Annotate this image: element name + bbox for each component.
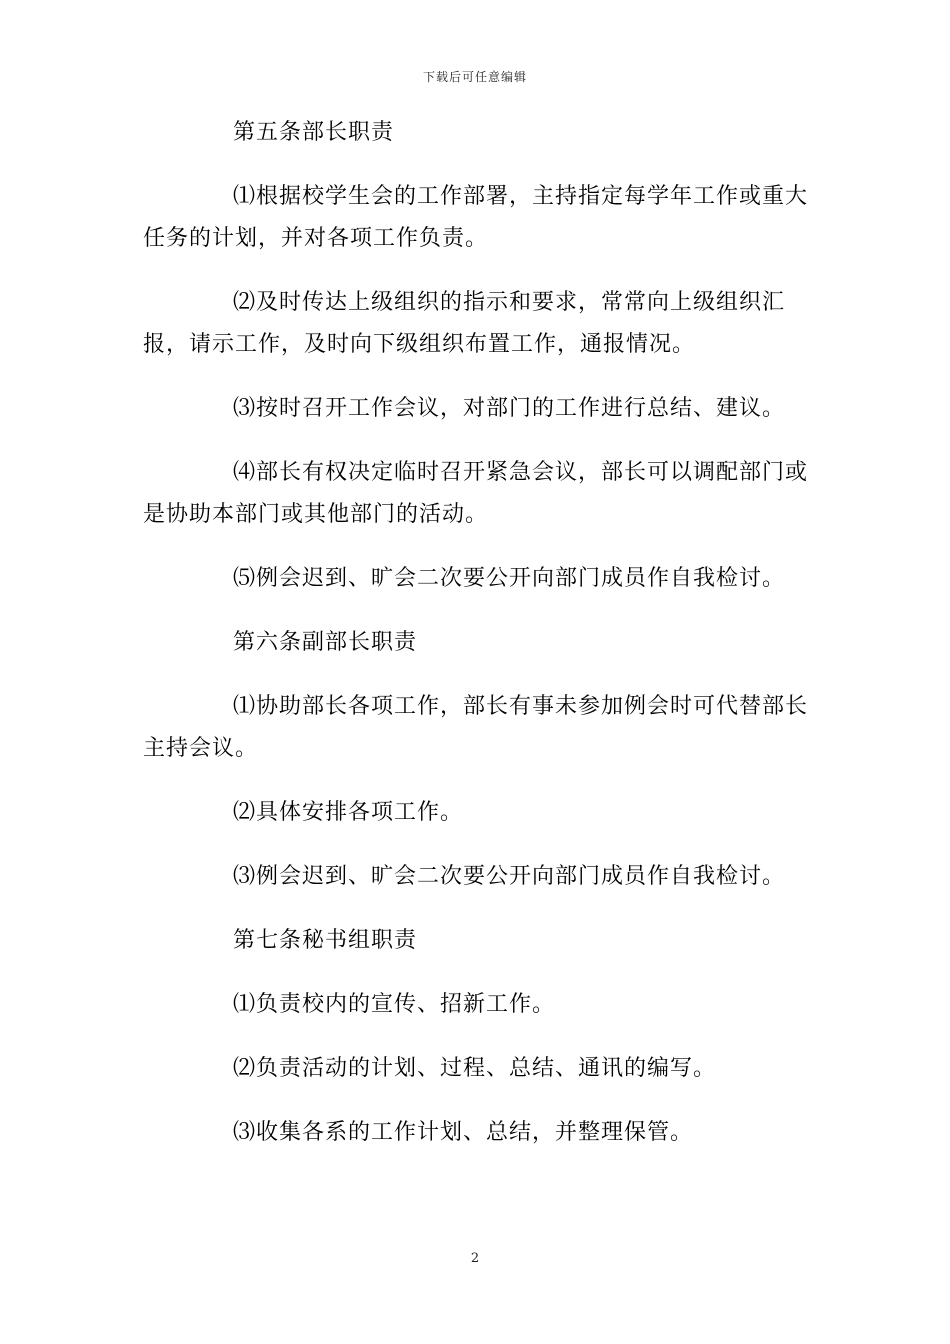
list-item: ⑵负责活动的计划、过程、总结、通讯的编写。 [233, 1056, 717, 1081]
list-item: ⑵及时传达上级组织的指示和要求，常常向上级组织汇报，请示工作，及时向下级组织布置工作，通报情况。 [143, 290, 786, 357]
section-heading-article-6: 第六条副部长职责 [233, 630, 418, 655]
section-heading-article-7: 第七条秘书组职责 [233, 928, 418, 953]
list-item: ⑴负责校内的宣传、招新工作。 [233, 992, 556, 1017]
list-item: ⑴根据校学生会的工作部署，主持指定每学年工作或重大任务的计划，并对各项工作负责。 [143, 184, 809, 251]
page-header-note: 下载后可任意编辑 [422, 70, 527, 84]
list-item: ⑶收集各系的工作计划、总结，并整理保管。 [233, 1120, 694, 1145]
list-item: ⑶例会迟到、旷会二次要公开向部门成员作自我检讨。 [233, 864, 786, 889]
page-number: 2 [470, 1251, 480, 1266]
list-item: ⑶按时召开工作会议，对部门的工作进行总结、建议。 [233, 396, 786, 421]
list-item: ⑷部长有权决定临时召开紧急会议，部长可以调配部门或是协助本部门或其他部门的活动。 [143, 460, 809, 527]
section-heading-article-5: 第五条部长职责 [233, 120, 395, 145]
document-body [143, 112, 813, 1176]
list-item: ⑵具体安排各项工作。 [233, 800, 464, 825]
list-item: ⑴协助部长各项工作，部长有事未参加例会时可代替部长主持会议。 [143, 694, 809, 761]
list-item: ⑸例会迟到、旷会二次要公开向部门成员作自我检讨。 [233, 566, 786, 591]
